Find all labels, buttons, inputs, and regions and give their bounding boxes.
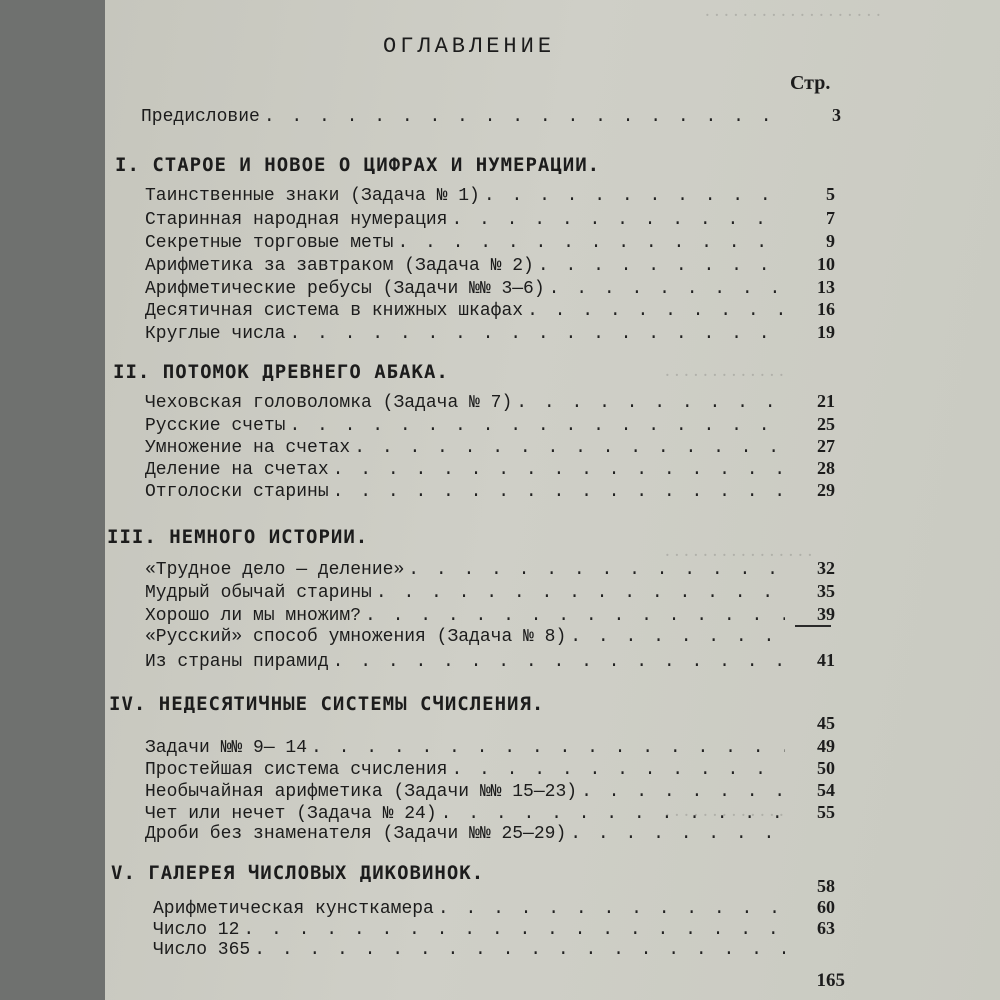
entry-page: 49 [817, 736, 835, 756]
dot-leader [516, 392, 785, 414]
entry-page: 54 [817, 780, 835, 800]
toc-entry[interactable] [153, 939, 835, 961]
toc-entry[interactable] [145, 253, 835, 277]
book-page [105, 0, 1000, 1000]
dot-leader [570, 823, 785, 845]
toc-entry[interactable] [145, 457, 835, 481]
entry-page: 27 [817, 436, 835, 456]
toc-entry[interactable] [145, 779, 835, 803]
dot-leader [451, 759, 785, 781]
chapter-page: 45 [817, 713, 835, 733]
entry-title: Дроби без знаменателя (Задачи №№ 25—29) [145, 824, 567, 844]
entry-title: Хорошо ли мы множим? [145, 606, 362, 626]
entry-title: Задачи №№ 9— 14 [145, 738, 308, 758]
entry-page: 10 [817, 254, 835, 274]
entry-title: Число 365 [153, 940, 251, 960]
toc-entry[interactable] [141, 104, 841, 128]
entry-page: 60 [817, 897, 835, 917]
dot-leader [365, 605, 785, 627]
entry-title: Из страны пирамид [145, 652, 329, 672]
toc-entry[interactable] [145, 823, 835, 845]
dot-leader [484, 185, 785, 207]
toc-entry[interactable] [145, 298, 835, 322]
toc-entry[interactable] [145, 207, 835, 231]
entry-title: Деление на счетах [145, 460, 329, 480]
bleed-through-text: . . . . . . . . . . . . . . . . . . . [705, 0, 881, 21]
entry-page: 29 [817, 480, 835, 500]
bleed-through-text: . . . . . . . . . . . . . . . . [665, 540, 813, 561]
chapter-heading[interactable]: IV. НЕДЕСЯТИЧНЫЕ СИСТЕМЫ СЧИСЛЕНИЯ. [109, 693, 545, 715]
entry-title: Таинственные знаки (Задача № 1) [145, 186, 480, 206]
entry-title: «Трудное дело — деление» [145, 560, 405, 580]
entry-title: Умножение на счетах [145, 438, 351, 458]
entry-title: Число 12 [153, 920, 240, 940]
entry-title: «Русский» способ умножения (Задача № 8) [145, 627, 567, 647]
toc-entry[interactable] [145, 276, 835, 300]
entry-page: 41 [817, 650, 835, 670]
toc-entry[interactable] [145, 183, 835, 207]
toc-entry[interactable] [145, 479, 835, 503]
dot-leader [289, 323, 785, 345]
chapter-page: 58 [817, 876, 835, 896]
dot-leader [376, 582, 785, 604]
entry-title: Мудрый обычай старины [145, 583, 372, 603]
entry-page: 9 [826, 231, 835, 251]
toc-entry[interactable] [145, 735, 835, 759]
toc-entry[interactable] [145, 557, 835, 581]
entry-page: 7 [826, 208, 835, 228]
entry-page: 63 [817, 918, 835, 938]
entry-title: Отголоски старины [145, 482, 329, 502]
dot-leader [408, 559, 785, 581]
entry-title: Русские счеты [145, 416, 286, 436]
dot-leader [243, 919, 785, 941]
entry-page: 13 [817, 277, 835, 297]
dot-leader [538, 255, 785, 277]
dot-leader [451, 209, 785, 231]
dot-leader [289, 415, 785, 437]
dot-leader [264, 106, 791, 128]
entry-page: 5 [826, 184, 835, 204]
entry-title: Чеховская головоломка (Задача № 7) [145, 393, 513, 413]
entry-title: Чет или нечет (Задача № 24) [145, 804, 437, 824]
entry-page: 16 [817, 299, 835, 319]
chapter-heading[interactable]: II. ПОТОМОК ДРЕВНЕГО АБАКА. [113, 361, 449, 383]
toc-entry[interactable] [145, 413, 835, 437]
dot-leader [311, 737, 785, 759]
dot-leader [333, 459, 785, 481]
entry-title: Арифметическая кунсткамера [153, 899, 434, 919]
entry-title: Десятичная система в книжных шкафах [145, 301, 524, 321]
entry-page: 28 [817, 458, 835, 478]
entry-title: Необычайная арифметика (Задачи №№ 15—23) [145, 782, 578, 802]
entry-title: Арифметика за завтраком (Задача № 2) [145, 256, 534, 276]
dot-leader [441, 803, 785, 825]
entry-page: 21 [817, 391, 835, 411]
entry-page: 35 [817, 581, 835, 601]
entry-title: Простейшая система счисления [145, 760, 448, 780]
entry-page: 3 [832, 105, 841, 125]
entry-title: Секретные торговые меты [145, 233, 394, 253]
dot-leader [333, 651, 785, 673]
toc-entry[interactable] [145, 801, 835, 825]
entry-page: 25 [817, 414, 835, 434]
page-number: 165 [816, 970, 845, 991]
bleed-through-text: . . . . . . . . . . . . . [665, 360, 784, 381]
dot-leader [549, 278, 785, 300]
dot-leader [354, 437, 785, 459]
toc-entry[interactable] [145, 321, 835, 345]
toc-entry[interactable] [145, 649, 835, 673]
entry-title: Арифметические ребусы (Задачи №№ 3—6) [145, 279, 545, 299]
entry-title: Круглые числа [145, 324, 286, 344]
toc-entry[interactable] [153, 917, 835, 941]
entry-title: Старинная народная нумерация [145, 210, 448, 230]
bleed-through-text: . . . . . . . . . . . . . [665, 800, 784, 821]
entry-page: 55 [817, 802, 835, 822]
dot-leader [527, 300, 785, 322]
dot-leader [333, 481, 785, 503]
chapter-heading[interactable]: III. НЕМНОГО ИСТОРИИ. [107, 526, 369, 548]
page-title: ОГЛАВЛЕНИЕ [383, 34, 556, 59]
dot-leader [581, 781, 785, 803]
toc-entry[interactable] [145, 230, 835, 254]
entry-page: 19 [817, 322, 835, 342]
toc-entry[interactable] [145, 390, 835, 414]
toc-entry[interactable] [145, 435, 835, 459]
chapter-heading[interactable]: I. СТАРОЕ И НОВОЕ О ЦИФРАХ И НУМЕРАЦИИ. [115, 154, 601, 176]
dot-leader [397, 232, 785, 254]
entry-page: 50 [817, 758, 835, 778]
chapter-heading[interactable]: V. ГАЛЕРЕЯ ЧИСЛОВЫХ ДИКОВИНОК. [111, 862, 485, 884]
dot-leader [570, 626, 785, 648]
page-column-label: Стр. [790, 72, 831, 94]
dot-leader [254, 939, 785, 961]
entry-page: 32 [817, 558, 835, 578]
toc-entry[interactable] [145, 580, 835, 604]
toc-entry[interactable] [145, 757, 835, 781]
entry-page: 39 [817, 604, 835, 624]
toc-entry[interactable] [145, 626, 835, 648]
toc-entry[interactable] [145, 603, 835, 627]
entry-title: Предисловие [141, 107, 260, 127]
rule-line [795, 625, 831, 627]
